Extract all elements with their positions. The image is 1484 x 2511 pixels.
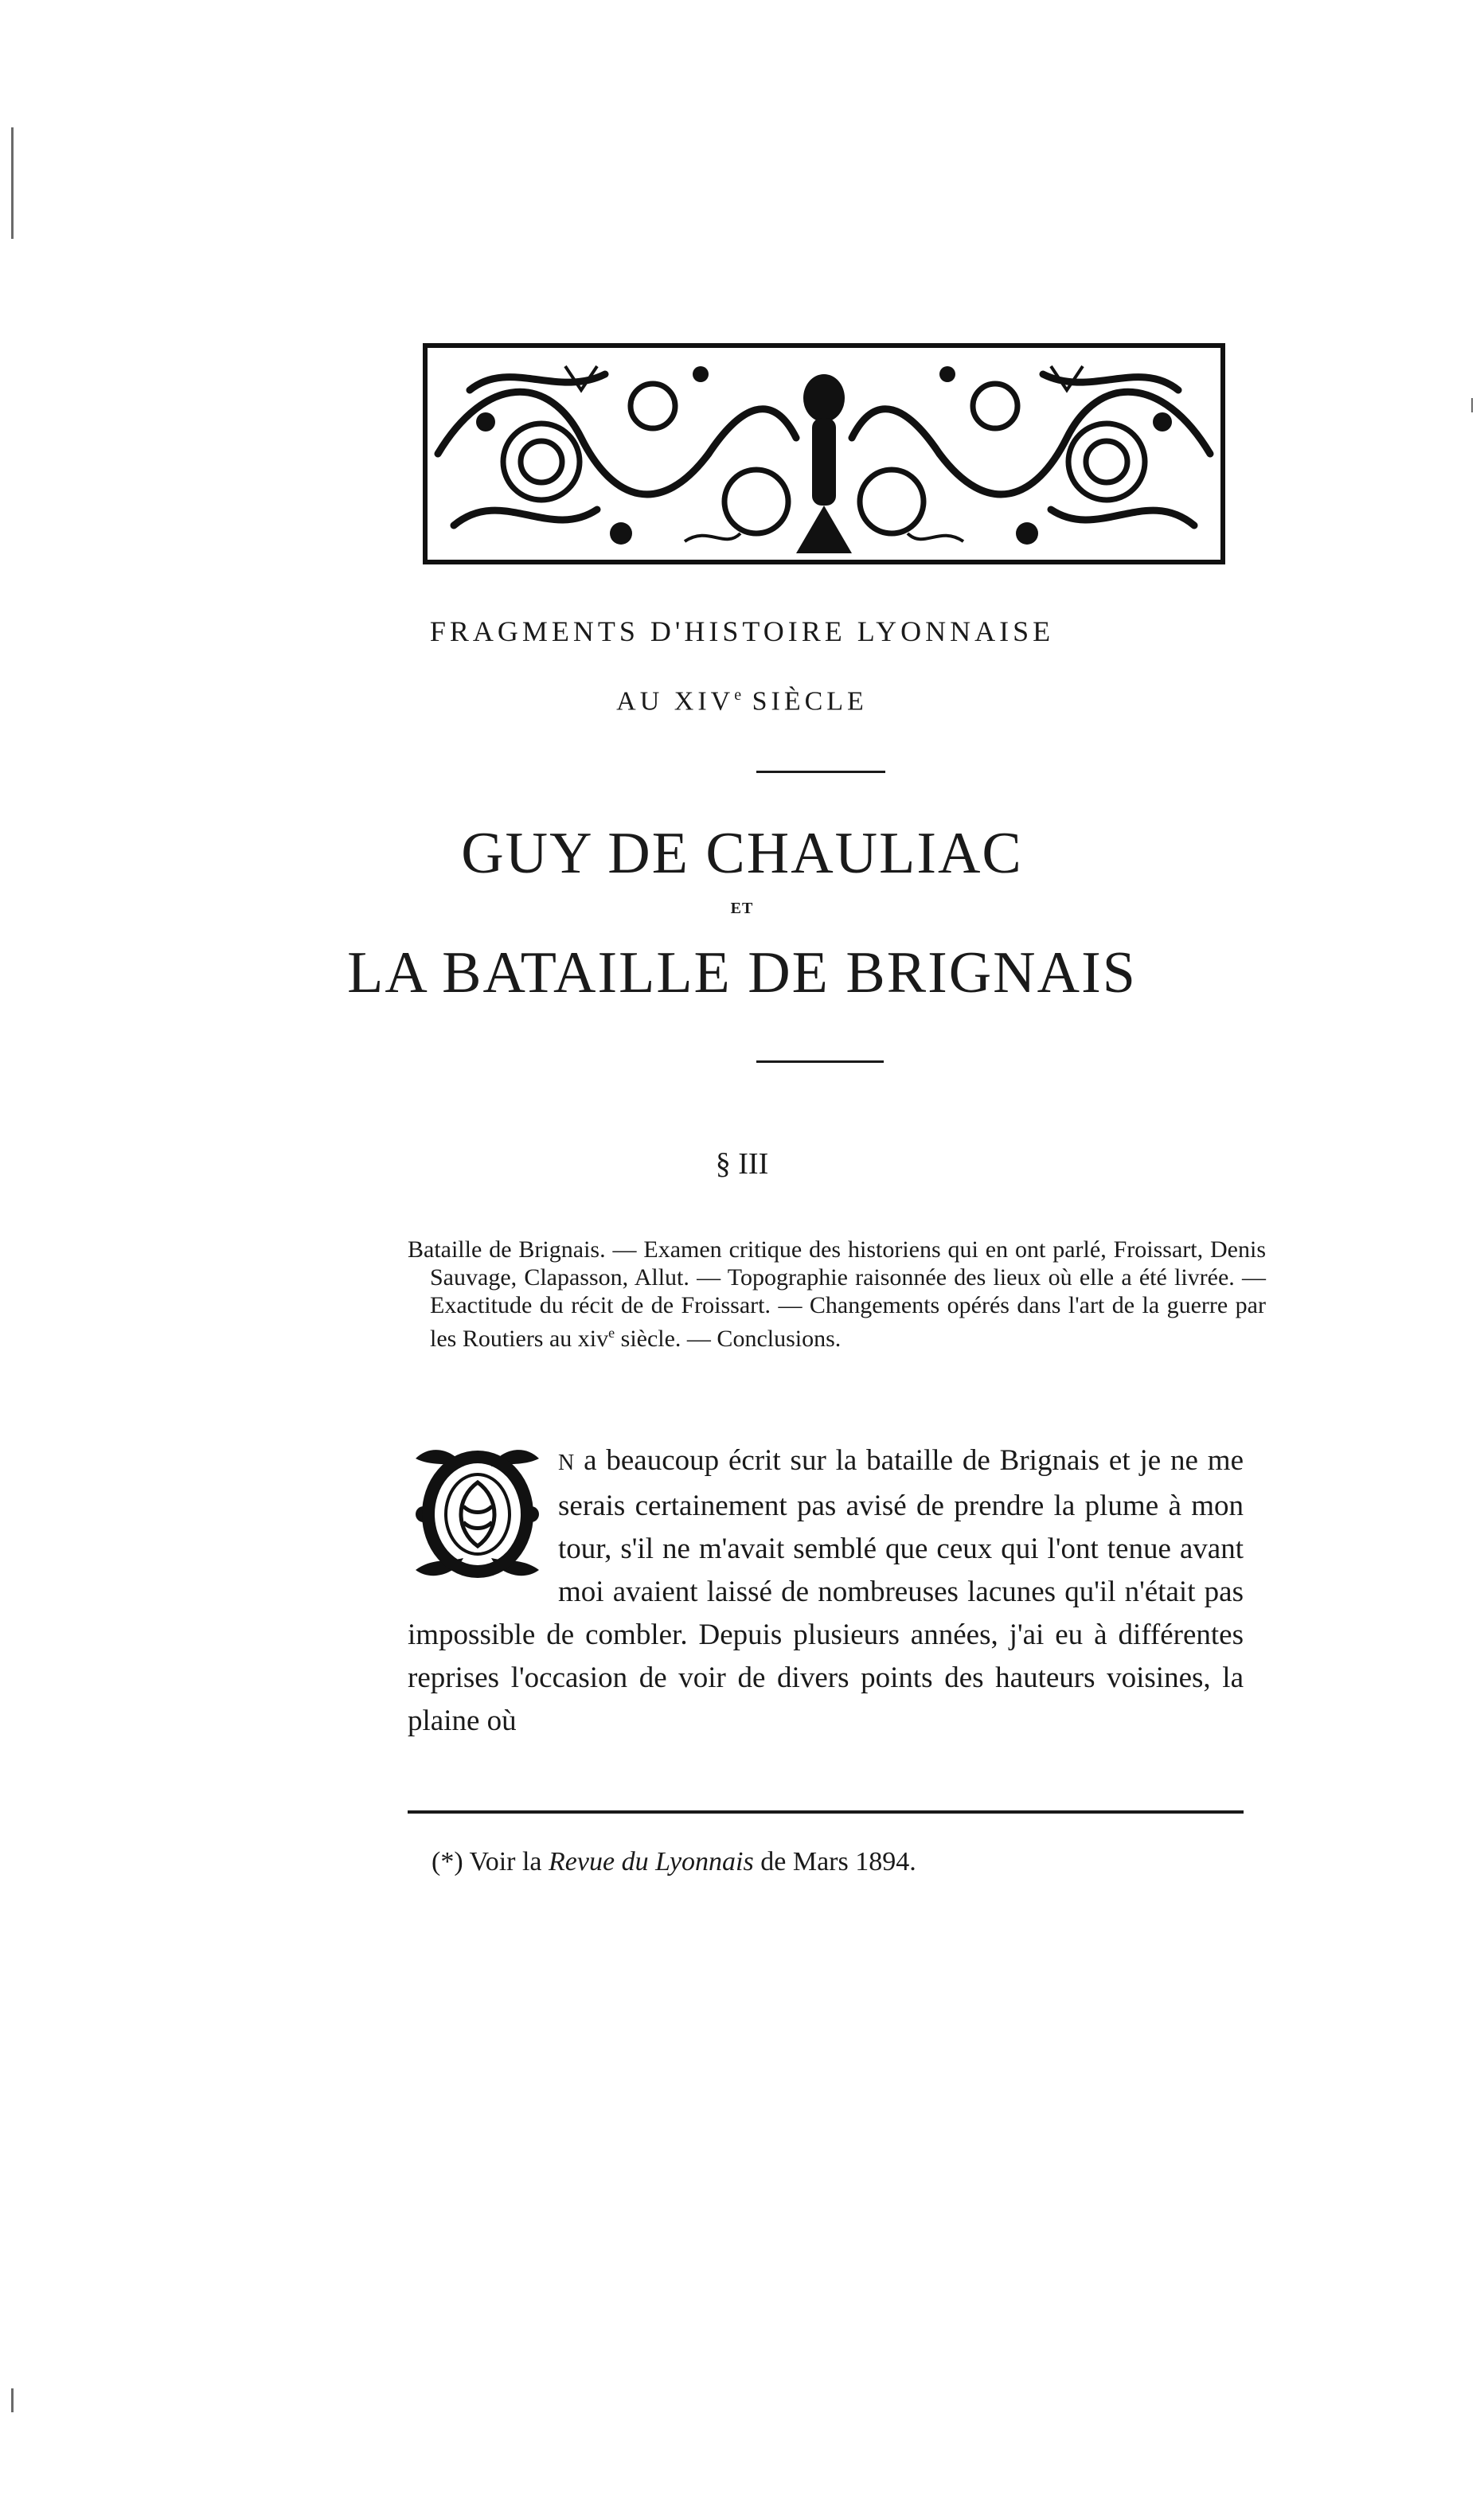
series-subtitle xyxy=(0,686,1484,717)
footnote-suffix: de Mars 1894. xyxy=(753,1847,916,1876)
margin-mark xyxy=(11,127,14,239)
subtitle-suffix: SIÈCLE xyxy=(741,686,868,717)
series-title: FRAGMENTS D'HISTOIRE LYONNAISE xyxy=(429,615,1055,647)
footnote xyxy=(432,1847,916,1877)
summary-superscript: e xyxy=(608,1325,615,1341)
footnote-journal: Revue du Lyonnais xyxy=(549,1847,754,1876)
summary-text: Bataille de Brignais. — Examen critique des historiens qui en ont parlé, Froissart, Denis Sauvage, Clapasson, Allut. — Topographie raisonnée des lieux où elle a été livrée. — Exactitude du récit de de Froissart. — Changements opérés dans l'art de la guerre par les Routiers au xiv xyxy=(408,1236,1266,1352)
body-paragraph xyxy=(408,1439,1244,1743)
section-heading: § III xyxy=(715,1147,769,1181)
chapter-summary xyxy=(408,1236,1266,1353)
ornamental-headpiece-icon xyxy=(422,342,1226,565)
footnote-divider xyxy=(408,1810,1244,1814)
margin-mark xyxy=(1471,398,1473,412)
title-divider-top xyxy=(756,771,885,773)
paragraph-text: a beaucoup écrit sur la bataille de Brignais et je ne me serais certainement pas avisé de prendre la plume à mon tour, s'il ne m'avait semblé que ceux qui l'ont tenue avant moi avaient laissé de nombreuses lacunes qu'il n'était pas impossible de combler. Depuis plusieurs années, j'ai eu à différentes reprises l'occasion de voir de divers points des hauteurs voisines, la plaine où xyxy=(408,1444,1244,1737)
title-divider-bottom xyxy=(756,1060,884,1063)
main-title: GUY DE CHAULIAC xyxy=(461,821,1023,886)
subtitle-prefix: AU XIV xyxy=(616,686,735,717)
footnote-prefix: Voir la xyxy=(463,1847,549,1876)
subtitle-superscript: e xyxy=(734,686,742,704)
first-word-letter: N xyxy=(558,1451,575,1475)
ornate-initial-o-icon xyxy=(408,1443,547,1582)
main-title-second-line: LA BATAILLE DE BRIGNAIS xyxy=(347,940,1137,1006)
footnote-marker: (*) xyxy=(432,1847,463,1876)
margin-mark xyxy=(11,2388,14,2412)
title-conjunction: ET xyxy=(730,900,754,917)
summary-text-end: siècle. — Conclusions. xyxy=(615,1326,842,1352)
